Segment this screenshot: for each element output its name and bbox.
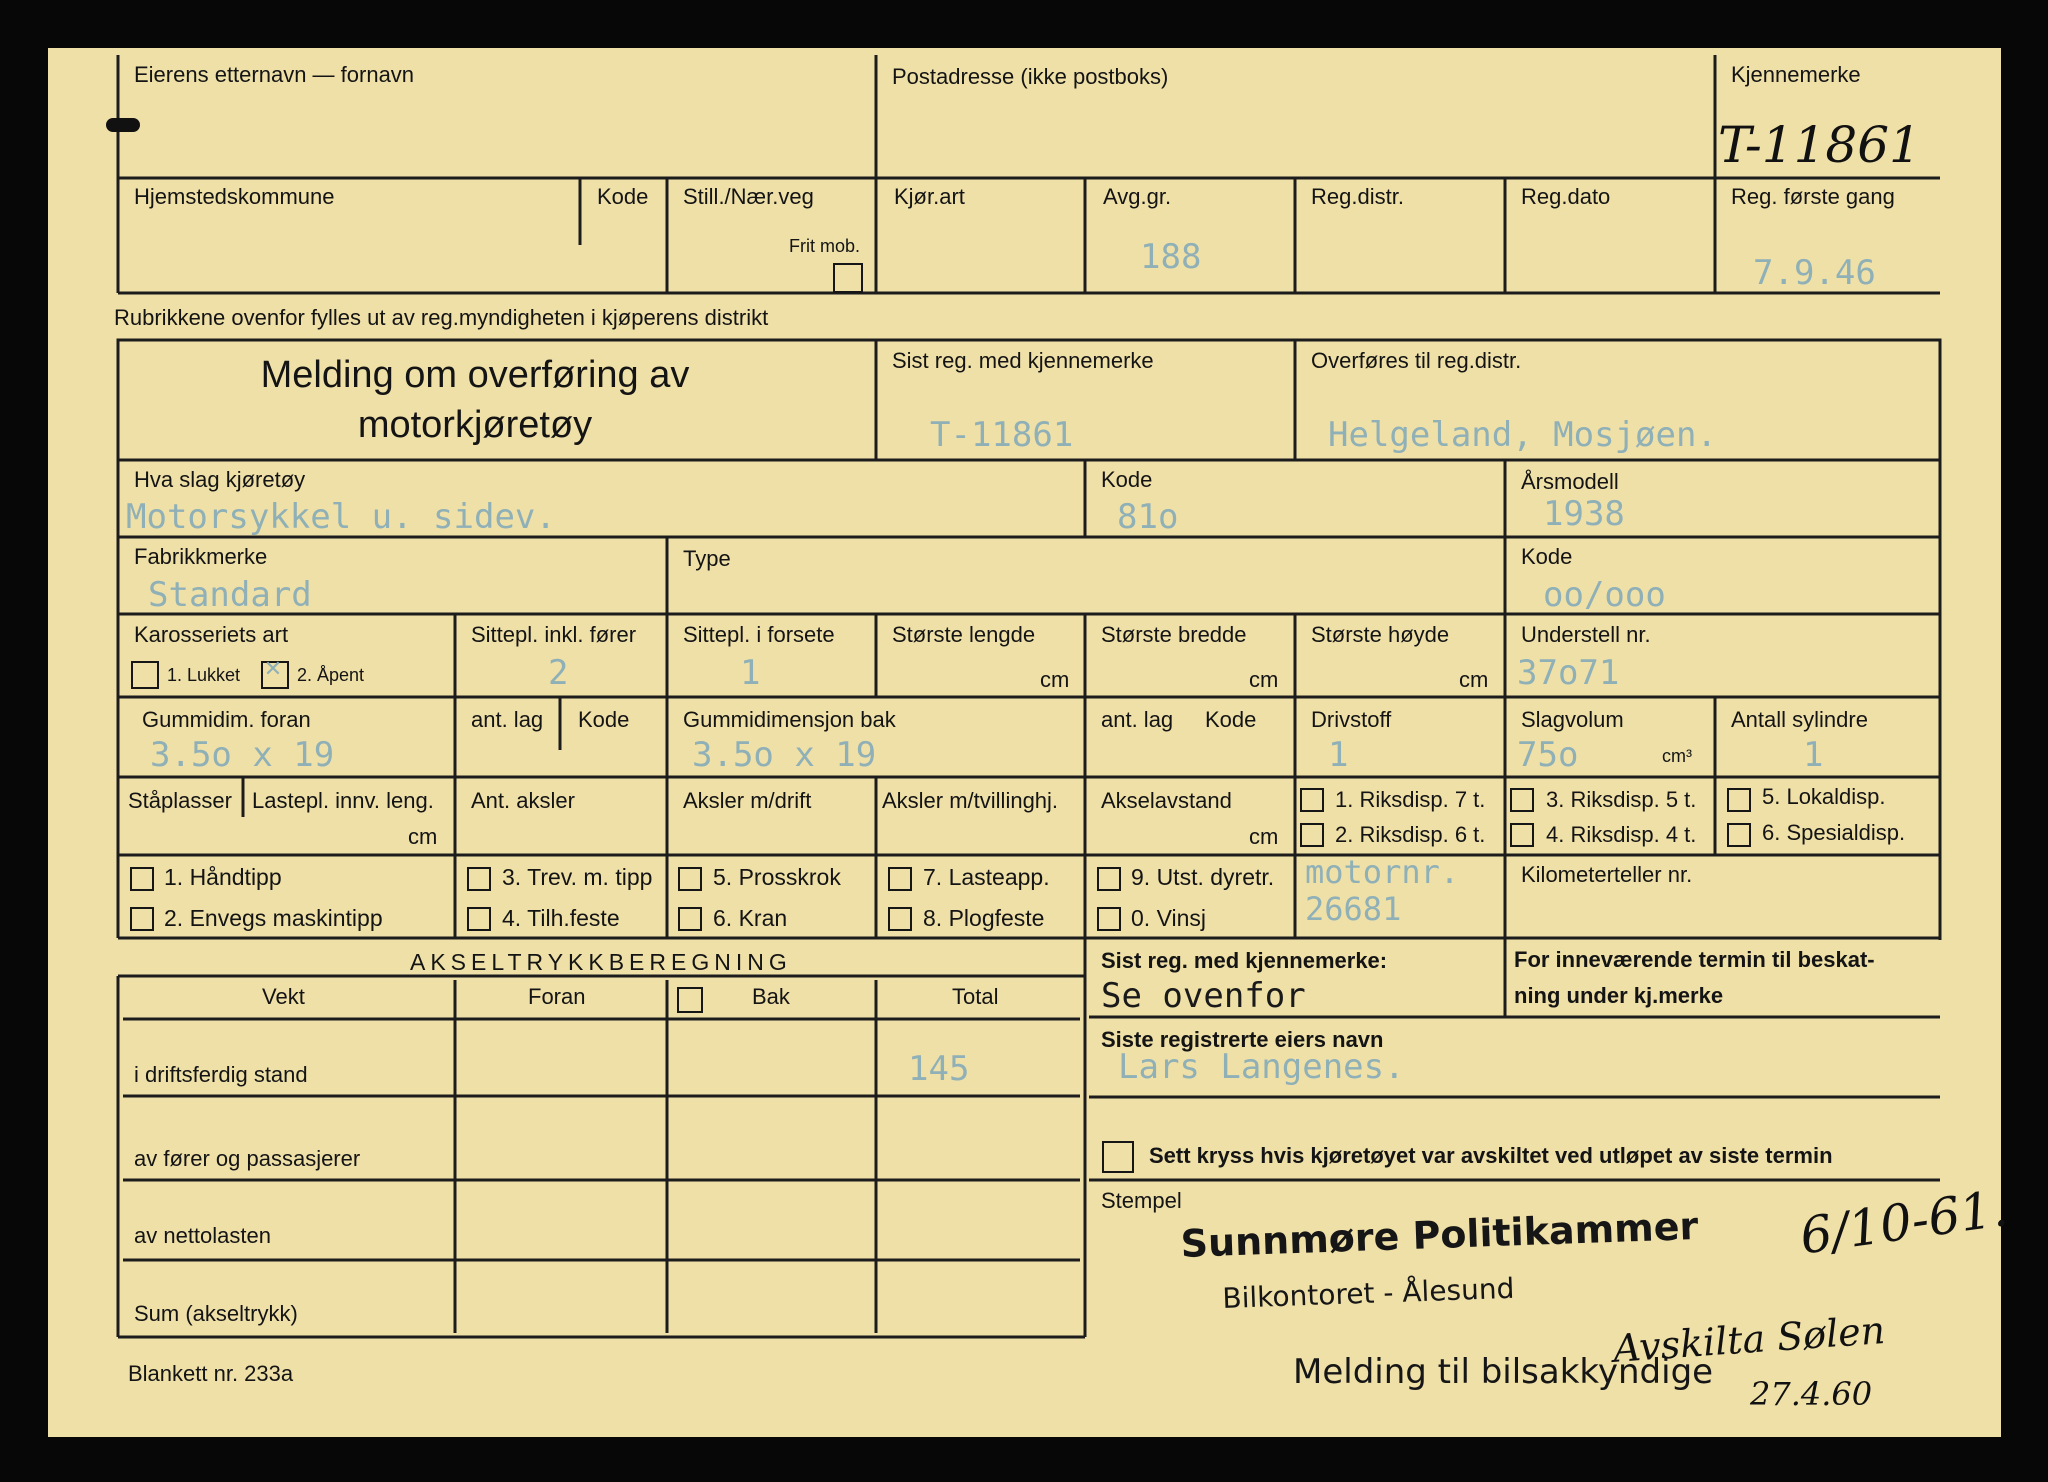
stamp-label: Stempel xyxy=(1101,1188,1182,1213)
equip-8-checkbox[interactable] xyxy=(888,907,912,931)
fuel-label: Drivstoff xyxy=(1311,707,1392,732)
disp-2-label: 2. Riksdisp. 6 t. xyxy=(1335,822,1486,847)
tax-last-reg-value: Se ovenfor xyxy=(1101,976,1306,1016)
stamp-line3: Melding til bilsakkyndige xyxy=(1293,1352,1714,1392)
form-number: Blankett nr. 233a xyxy=(128,1361,294,1386)
disp-6-label: 6. Spesialdisp. xyxy=(1762,820,1906,845)
disp-1-checkbox[interactable] xyxy=(1300,788,1324,812)
deregistered-checkbox[interactable] xyxy=(1102,1141,1134,1173)
handwritten-note: Avskilta Sølen xyxy=(1611,1308,1887,1371)
reg-mark-handwritten: T-11861 xyxy=(1718,116,1921,174)
stamp-line2: Bilkontoret - Ålesund xyxy=(1221,1271,1515,1315)
handwritten-date: 6/10-61. xyxy=(1796,1178,2012,1266)
body-closed-label: 1. Lukket xyxy=(167,665,241,685)
chassis-label: Understell nr. xyxy=(1521,622,1651,647)
motor-no-value: 26681 xyxy=(1305,890,1402,928)
form-title-line1: Melding om overføring av xyxy=(260,354,690,396)
vehicle-kind-label: Hva slag kjøretøy xyxy=(134,467,306,492)
row-net-load-label: av nettolasten xyxy=(134,1223,271,1248)
equip-5-label: 5. Prosskrok xyxy=(713,864,841,890)
motor-no-label-typed: motornr. xyxy=(1305,853,1460,891)
code-label: Kode xyxy=(597,184,649,209)
handwritten-note-date: 27.4.60 xyxy=(1750,1375,1873,1413)
seats-label: Sittepl. inkl. fører xyxy=(471,622,637,647)
displacement-unit: cm³ xyxy=(1662,746,1692,766)
reg-district-label: Reg.distr. xyxy=(1311,184,1404,209)
fuel-value: 1 xyxy=(1328,735,1349,775)
equip-2-label: 2. Envegs maskintipp xyxy=(164,905,383,931)
row-operational-total: 145 xyxy=(908,1049,970,1089)
equip-7-checkbox[interactable] xyxy=(888,867,912,891)
body-open-mark: ✕ xyxy=(263,657,283,682)
model-year-label: Årsmodell xyxy=(1521,469,1619,494)
standing-label: Ståplasser xyxy=(128,788,232,813)
equip-2-checkbox[interactable] xyxy=(130,907,154,931)
last-owner-value: Lars Langenes. xyxy=(1118,1047,1405,1087)
disp-6-checkbox[interactable] xyxy=(1727,823,1751,847)
free-mob-label: Frit mob. xyxy=(789,236,861,256)
equip-0-label: 0. Vinsj xyxy=(1131,905,1207,931)
chassis-value: 37o71 xyxy=(1517,653,1620,693)
stamp-line1: Sunnmøre Politikammer xyxy=(1179,1203,1699,1266)
make-code-value: oo/ooo xyxy=(1543,575,1666,615)
vehicle-kind-value: Motorsykkel u. sidev. xyxy=(126,497,556,537)
form-title-line2: motorkjøretøy xyxy=(357,404,593,446)
cargo-length-label: Lastepl. innv. leng. xyxy=(252,788,434,813)
transfer-to-label: Overføres til reg.distr. xyxy=(1311,348,1522,373)
front-seats-label: Sittepl. i forsete xyxy=(683,622,835,647)
disp-3-checkbox[interactable] xyxy=(1510,788,1534,812)
ink-blot xyxy=(106,118,140,132)
tyre-rear-label: Gummidimensjon bak xyxy=(683,707,896,732)
axle-load-title: AKSELTRYKKBEREGNING xyxy=(410,949,792,975)
first-reg-value: 7.9.46 xyxy=(1753,253,1876,293)
fee-group-label: Avg.gr. xyxy=(1103,184,1172,209)
model-year-value: 1938 xyxy=(1543,494,1625,534)
position-label: Still./Nær.veg xyxy=(683,184,814,209)
last-reg-label: Sist reg. med kjennemerke xyxy=(892,348,1154,373)
disp-2-checkbox[interactable] xyxy=(1300,823,1324,847)
last-reg-value: T-11861 xyxy=(930,415,1074,455)
cargo-length-unit: cm xyxy=(408,824,438,849)
drive-axles-label: Aksler m/drift xyxy=(683,788,812,813)
tax-last-reg-label: Sist reg. med kjennemerke: xyxy=(1101,948,1388,973)
tyre-front-label: Gummidim. foran xyxy=(142,707,311,732)
equip-4-label: 4. Tilh.feste xyxy=(502,905,620,931)
deregistered-label: Sett kryss hvis kjøretøyet var avskiltet ved utløpet av siste termin xyxy=(1149,1143,1833,1168)
height-label: Største høyde xyxy=(1311,622,1450,647)
tyre-rear-plies-label: ant. lag xyxy=(1101,707,1174,732)
reg-date-label: Reg.dato xyxy=(1521,184,1611,209)
reg-mark-label: Kjennemerke xyxy=(1731,62,1861,87)
width-unit: cm xyxy=(1249,667,1279,692)
col-front-header: Foran xyxy=(528,984,586,1009)
home-municipality-label: Hjemstedskommune xyxy=(134,184,335,209)
disp-4-label: 4. Riksdisp. 4 t. xyxy=(1546,822,1697,847)
disp-5-label: 5. Lokaldisp. xyxy=(1762,784,1886,809)
disp-5-checkbox[interactable] xyxy=(1727,788,1751,812)
equip-4-checkbox[interactable] xyxy=(467,907,491,931)
cylinders-value: 1 xyxy=(1803,735,1824,775)
disp-3-label: 3. Riksdisp. 5 t. xyxy=(1546,787,1697,812)
vehicle-code-label: Kode xyxy=(1101,467,1153,492)
body-open-label: 2. Åpent xyxy=(297,665,365,685)
length-unit: cm xyxy=(1040,667,1070,692)
tyre-rear-code-label: Kode xyxy=(1205,707,1257,732)
owner-name-label: Eierens etternavn — fornavn xyxy=(134,62,415,87)
make-value: Standard xyxy=(148,575,312,615)
displacement-value: 75o xyxy=(1517,735,1579,775)
current-term-label-2: ning under kj.merke xyxy=(1514,983,1724,1008)
seats-value: 2 xyxy=(548,653,569,693)
make-code-label: Kode xyxy=(1521,544,1573,569)
transfer-to-value: Helgeland, Mosjøen. xyxy=(1328,415,1717,455)
tyre-front-value: 3.5o x 19 xyxy=(150,735,335,775)
body-open-checkbox[interactable] xyxy=(261,657,289,689)
equip-6-label: 6. Kran xyxy=(713,905,788,931)
last-owner-label: Siste registrerte eiers navn xyxy=(1101,1027,1384,1052)
disp-1-label: 1. Riksdisp. 7 t. xyxy=(1335,787,1486,812)
row-sum-label: Sum (akseltrykk) xyxy=(134,1301,298,1326)
wheelbase-label: Akselavstand xyxy=(1101,788,1232,813)
make-label: Fabrikkmerke xyxy=(134,544,268,569)
disp-4-checkbox[interactable] xyxy=(1510,823,1534,847)
equip-3-checkbox[interactable] xyxy=(467,867,491,891)
odometer-label: Kilometerteller nr. xyxy=(1521,862,1693,887)
twin-axles-label: Aksler m/tvillinghj. xyxy=(882,788,1059,813)
cylinders-label: Antall sylindre xyxy=(1731,707,1868,732)
tyre-front-plies-label: ant. lag xyxy=(471,707,544,732)
first-reg-label: Reg. første gang xyxy=(1731,184,1895,209)
equip-1-checkbox[interactable] xyxy=(130,867,154,891)
free-mob-checkbox[interactable] xyxy=(833,263,863,293)
length-label: Største lengde xyxy=(892,622,1036,647)
equip-7-label: 7. Lasteapp. xyxy=(923,864,1050,890)
instruction-text: Rubrikkene ovenfor fylles ut av reg.myndigheten i kjøperens distrikt xyxy=(114,305,769,330)
displacement-label: Slagvolum xyxy=(1521,707,1624,732)
tyre-front-code-label: Kode xyxy=(578,707,630,732)
postal-address-label: Postadresse (ikke postboks) xyxy=(892,64,1169,89)
col-weight-header: Vekt xyxy=(262,984,305,1009)
fee-group-value: 188 xyxy=(1140,237,1202,277)
equip-9-label: 9. Utst. dyretr. xyxy=(1131,864,1275,890)
equip-9-checkbox[interactable] xyxy=(1097,867,1121,891)
body-type-label: Karosseriets art xyxy=(134,622,289,647)
col-total-header: Total xyxy=(952,984,999,1009)
equip-1-label: 1. Håndtipp xyxy=(164,864,282,890)
wheelbase-unit: cm xyxy=(1249,824,1279,849)
height-unit: cm xyxy=(1459,667,1489,692)
width-label: Største bredde xyxy=(1101,622,1247,647)
row-driver-label: av fører og passasjerer xyxy=(134,1146,361,1171)
equip-3-label: 3. Trev. m. tipp xyxy=(502,864,653,890)
vehicle-code-value: 81o xyxy=(1117,497,1179,537)
tyre-rear-value: 3.5o x 19 xyxy=(692,735,877,775)
equip-5-checkbox[interactable] xyxy=(678,867,702,891)
axles-label: Ant. aksler xyxy=(471,788,575,813)
col-rear-header: Bak xyxy=(752,984,790,1009)
rear-checkbox[interactable] xyxy=(677,987,703,1013)
body-closed-checkbox[interactable] xyxy=(131,661,159,689)
row-operational-label: i driftsferdig stand xyxy=(134,1062,308,1087)
equip-0-checkbox[interactable] xyxy=(1097,907,1121,931)
vehicle-type-label: Kjør.art xyxy=(894,184,965,209)
type-label: Type xyxy=(683,546,731,571)
current-term-label-1: For inneværende termin til beskat- xyxy=(1514,947,1875,972)
equip-6-checkbox[interactable] xyxy=(678,907,702,931)
equip-8-label: 8. Plogfeste xyxy=(923,905,1045,931)
front-seats-value: 1 xyxy=(740,653,761,693)
